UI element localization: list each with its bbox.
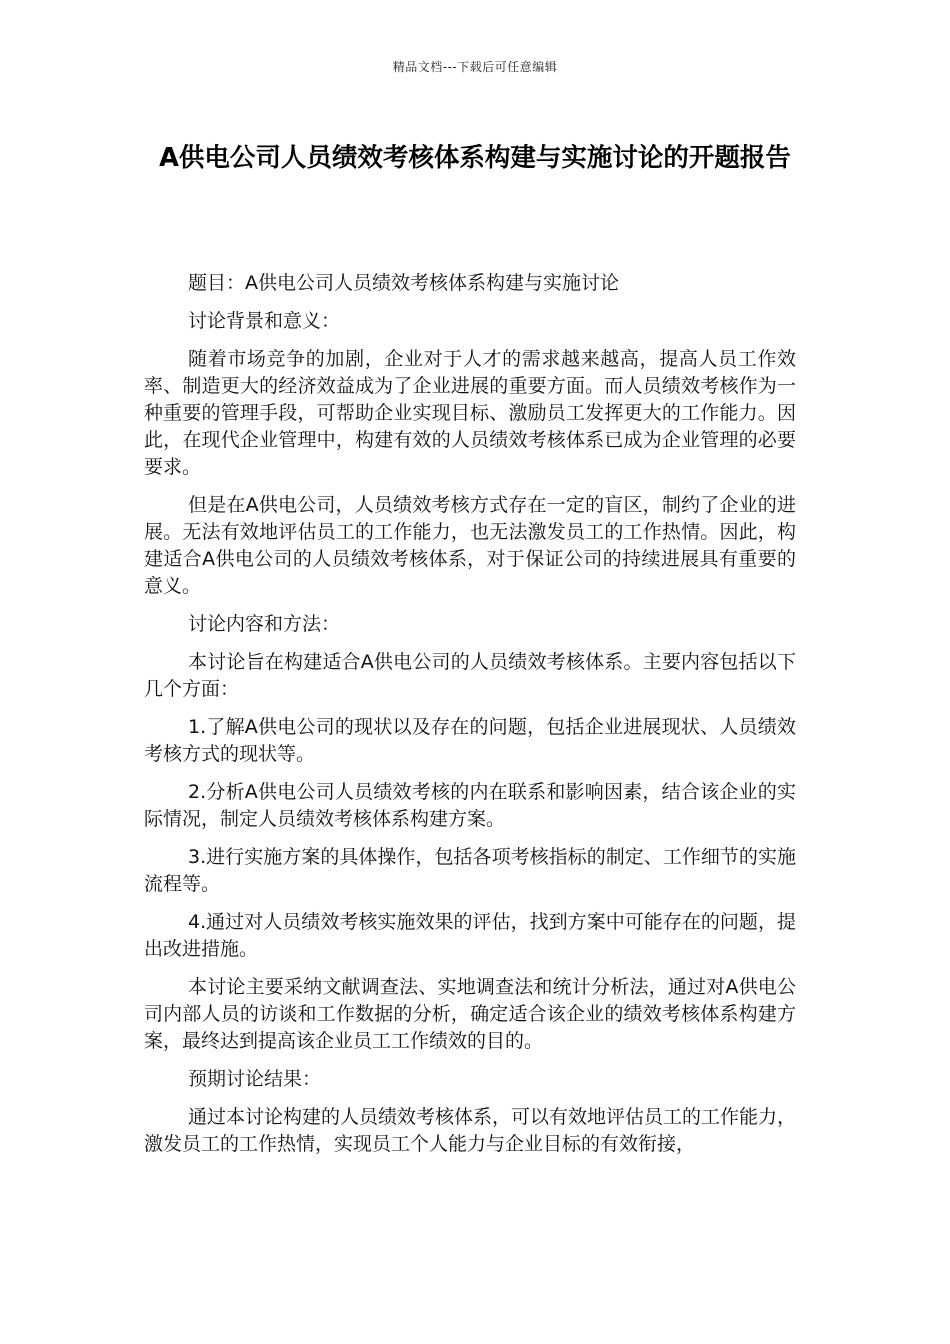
list-item: 3.进行实施方案的具体操作，包括各项考核指标的制定、工作细节的实施流程等。 bbox=[144, 846, 796, 895]
paragraph: 本讨论旨在构建适合A供电公司的人员绩效考核体系。主要内容包括以下几个方面： bbox=[144, 651, 796, 700]
paragraph: 通过本讨论构建的人员绩效考核体系，可以有效地评估员工的工作能力，激发员工的工作热情，实现员工个人能力与企业目标的有效衔接， bbox=[144, 1106, 797, 1155]
paragraph: 随着市场竞争的加剧，企业对于人才的需求越来越高，提高人员工作效率、制造更大的经济效益成为了企业进展的重要方面。而人员绩效考核作为一种重要的管理手段，可帮助企业实现目标、激励员工发挥更大的工作能力。因此，在现代企业管理中，构建有效的人员绩效考核体系已成为企业管理的必要要求。 bbox=[144, 348, 796, 478]
list-item: 2.分析A供电公司人员绩效考核的内在联系和影响因素，结合该企业的实际情况，制定人员绩效考核体系构建方案。 bbox=[144, 781, 796, 830]
paragraph: 但是在A供电公司，人员绩效考核方式存在一定的盲区，制约了企业的进展。无法有效地评估员工的工作能力，也无法激发员工的工作热情。因此，构建适合A供电公司的人员绩效考核体系，对于保证公司的持续进展具有重要的意义。 bbox=[144, 494, 796, 597]
paragraph: 本讨论主要采纳文献调查法、实地调查法和统计分析法，通过对A供电公司内部人员的访谈和工作数据的分析，确定适合该企业的绩效考核体系构建方案，最终达到提高该企业员工工作绩效的目的。 bbox=[144, 976, 796, 1052]
section-heading-background: 讨论背景和意义： bbox=[188, 310, 341, 332]
topic-line: 题目：A供电公司人员绩效考核体系构建与实施讨论 bbox=[188, 272, 619, 294]
document-body bbox=[144, 270, 796, 1169]
list-item: 4.通过对人员绩效考核实施效果的评估，找到方案中可能存在的问题，提出改进措施。 bbox=[144, 911, 796, 960]
section-heading-expected-results: 预期讨论结果： bbox=[188, 1068, 322, 1090]
list-item: 1.了解A供电公司的现状以及存在的问题，包括企业进展现状、人员绩效考核方式的现状等。 bbox=[144, 716, 796, 765]
document-title: A供电公司人员绩效考核体系构建与实施讨论的开题报告 bbox=[159, 143, 791, 173]
section-heading-content-method: 讨论内容和方法： bbox=[188, 613, 341, 635]
header-note: 精品文档---下载后可任意编辑 bbox=[392, 60, 558, 74]
